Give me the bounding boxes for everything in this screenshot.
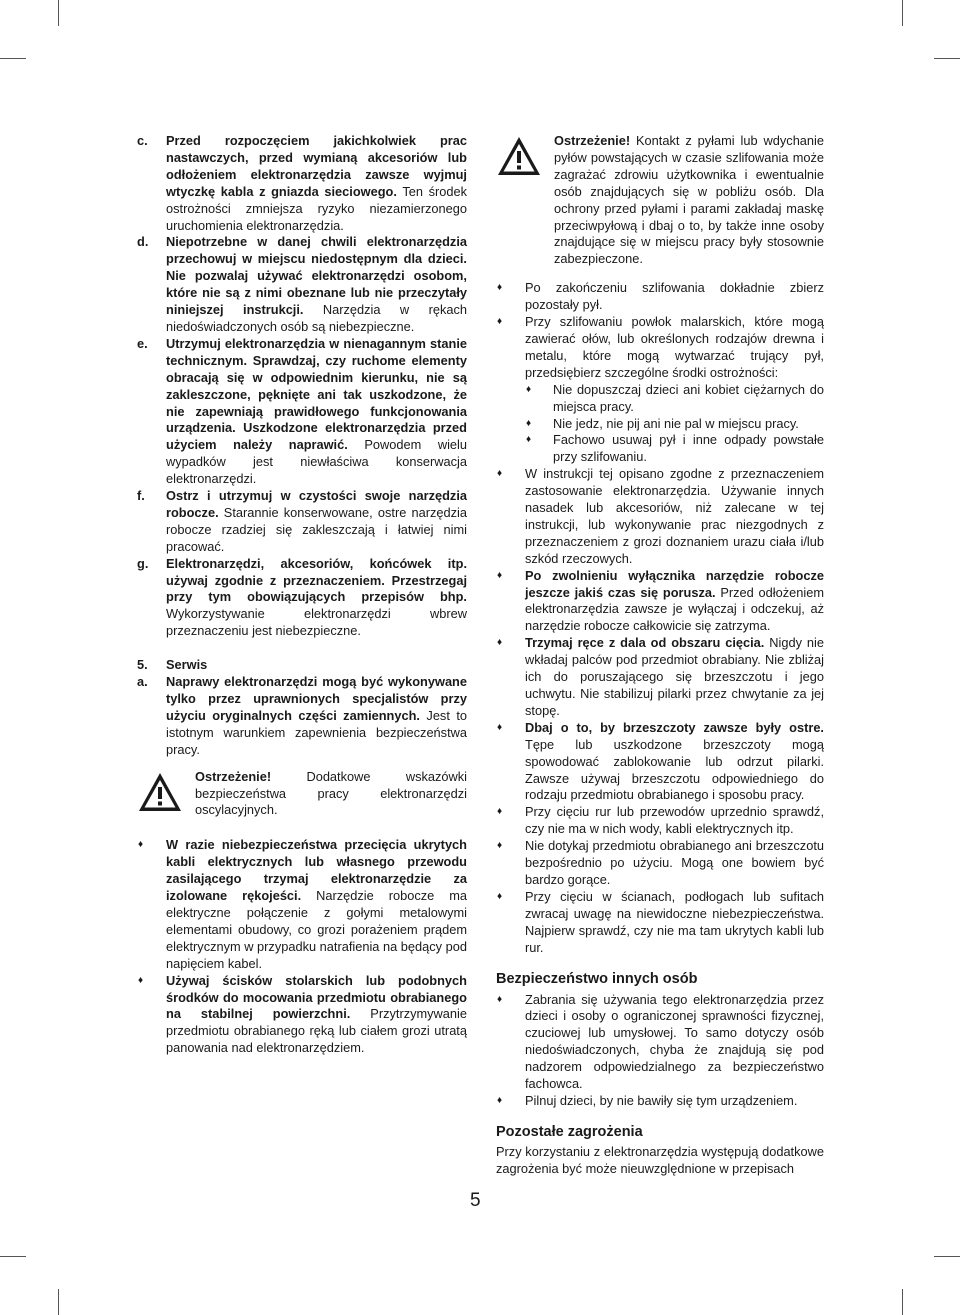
diamond-bullet-icon: ♦ <box>497 993 503 1005</box>
paragraph: Przy korzystaniu z elektronarzędzia występują dodatkowe zagrożenia być może nieuwzględnione w przepisach <box>496 1143 824 1176</box>
section-heading-serwis <box>137 657 467 674</box>
right-column <box>496 133 824 1178</box>
item-text: Narzędzie robocze ma elektryczne połączenie z gołymi metalowymi elementami obudowy, co grozi porażeniem prądem elektrycznym w przypadku natrafienia na będący pod napięciem kabel. <box>166 888 467 971</box>
bullet-item <box>496 804 824 838</box>
bullet-item <box>496 635 824 720</box>
diamond-bullet-icon: ♦ <box>497 806 503 818</box>
sub-bullet-item <box>525 432 824 466</box>
warning-label: Ostrzeżenie! <box>195 768 272 784</box>
diamond-bullet-icon: ♦ <box>497 890 503 902</box>
crop-mark <box>902 0 903 26</box>
bullet-item <box>496 720 824 805</box>
item-bold-text: Przed rozpoczęciem jakichkolwiek prac nastawczych, przed wymianą akcesoriów lub odłożeniem elektronarzędzia zawsze wyjmuj wtyczkę kabla z gniazda sieciowego. <box>166 133 467 199</box>
item-bold-text: Utrzymuj elektronarzędzia w nienagannym stanie technicznym. Sprawdzaj, czy ruchome elementy obracają się w odpowiednim kierunku, nie są zakleszczone, pęknięte ani tak uszkodzone, że nie zapewniają prawidłowego funkcjonowania urządzenia. Uszkodzone elektronarzędzia przed użyciem należy naprawić. <box>166 335 467 453</box>
crop-mark <box>58 0 59 26</box>
item-marker: 5. <box>137 657 148 673</box>
bullet-item <box>496 568 824 636</box>
item-text: W instrukcji tej opisano zgodne z przeznaczeniem zastosowanie elektronarzędzia. Używanie innych nasadek lub akcesoriów, niż zalecane w tej instrukcji, lub wykonywanie prac niezgodnych z przeznaczeniem z grozi doznaniem urazu ciała i/lub szkód rzeczowych. <box>525 466 824 566</box>
section-title: Serwis <box>166 657 208 673</box>
item-text: Nie dotykaj przedmiotu obrabianego ani brzeszczotu bezpośrednio po użyciu. Mogą one bowiem być bardzo gorące. <box>525 838 824 887</box>
page-number: 5 <box>470 1190 481 1211</box>
diamond-bullet-icon: ♦ <box>497 721 503 733</box>
list-item-g <box>137 556 467 641</box>
bullet-item <box>496 1093 824 1110</box>
item-marker: f. <box>137 488 145 504</box>
warning-block <box>137 769 467 820</box>
crop-mark <box>902 1289 903 1315</box>
bullet-item <box>496 992 824 1093</box>
crop-mark <box>934 58 960 59</box>
item-text: Powodem wielu wypadków jest niewłaściwa konserwacja elektronarzędzi. <box>166 437 467 487</box>
diamond-bullet-icon: ♦ <box>497 569 503 581</box>
item-marker: g. <box>137 555 149 571</box>
item-bold-text: Elektronarzędzi, akcesoriów, końcówek itp. używaj zgodnie z przeznaczeniem. Przestrzegaj przy tym obowiązujących przepisów bhp. <box>166 555 467 605</box>
item-bold-text: Używaj ścisków stolarskich lub podobnych środków do mocowania przedmiotu obrabianego na stabilnej powierzchni. <box>166 972 467 1022</box>
item-text: Przy cięciu rur lub przewodów uprzednio sprawdź, czy nie ma w nich wody, kabli elektrycznych itp. <box>525 804 824 837</box>
warning-triangle-icon <box>496 135 542 177</box>
item-text: Przytrzymywanie przedmiotu obrabianego ręką lub ciałem grozi utratą panowania nad elektronarzędziem. <box>166 1006 467 1056</box>
diamond-bullet-icon: ♦ <box>497 1094 503 1106</box>
item-text: Narzędzia w rękach niedoświadczonych osób są niebezpieczne. <box>166 302 468 334</box>
bullet-item <box>496 280 824 314</box>
bullet-item <box>496 466 824 567</box>
item-text: Przy szlifowaniu powłok malarskich, które mogą zawierać ołów, lub określonych rodzajów drewna i metalu, które mogą wytwarzać trujący pył, przedsiębierz szczególne środki ostrożności: <box>525 314 824 380</box>
bullet-item <box>137 837 467 972</box>
item-bold-text: Po zwolnieniu wyłącznika narzędzie robocze jeszcze jakiś czas się porusza. <box>525 567 824 600</box>
item-bold-text: Dbaj o to, by brzeszczoty zawsze były ostre. <box>525 719 824 735</box>
list-item-d <box>137 234 467 335</box>
bullet-item <box>496 314 824 466</box>
diamond-bullet-icon: ♦ <box>526 417 532 429</box>
warning-triangle-icon <box>137 771 183 813</box>
diamond-bullet-icon: ♦ <box>526 434 532 446</box>
crop-mark <box>58 1289 59 1315</box>
diamond-bullet-icon: ♦ <box>138 839 144 851</box>
item-bold-text: Niepotrzebne w danej chwili elektronarzędzia przechowuj w miejscu niedostępnym dla dzieci. Nie pozwalaj używać elektronarzędzi osobom, które nie są z nimi obeznane lub nie przeczytały niniejszej instrukcji. <box>166 234 467 318</box>
list-item-e <box>137 336 467 488</box>
diamond-bullet-icon: ♦ <box>497 840 503 852</box>
item-bold-text: Ostrz i utrzymuj w czystości swoje narzędzia robocze. <box>166 488 467 520</box>
item-text: Wykorzystywanie elektronarzędzi wbrew przeznaczeniu jest niebezpieczne. <box>166 606 467 639</box>
section-heading: Pozostałe zagrożenia <box>496 1123 643 1140</box>
item-text: Jest to istotnym warunkiem zapewnienia bezpieczeństwa pracy. <box>166 707 467 757</box>
diamond-bullet-icon: ♦ <box>526 383 532 395</box>
item-text: Nigdy nie wkładaj palców pod przedmiot obrabiany. Nie zbliżaj ich do poruszającego się brzeszczotu i jego uchwytu. Nie stabilizuj pilarki przez chwytanie za jej stopę. <box>525 635 824 718</box>
item-text: Fachowo usuwaj pył i inne odpady powstałe przy szlifowaniu. <box>553 432 824 465</box>
item-marker: d. <box>137 234 149 250</box>
diamond-bullet-icon: ♦ <box>497 637 503 649</box>
diamond-bullet-icon: ♦ <box>497 282 503 294</box>
bullet-item <box>496 838 824 889</box>
bullet-item <box>137 973 467 1058</box>
warning-block <box>496 133 824 268</box>
left-column <box>137 133 467 1057</box>
item-bold-text: Trzymaj ręce z dala od obszaru cięcia. <box>525 635 765 651</box>
item-marker: a. <box>137 674 148 690</box>
sub-bullet-item <box>525 382 824 416</box>
item-text: Przed odłożeniem elektronarzędzia zawsze je wyłączaj i odczekuj, aż narzędzie robocze całkowicie się zatrzyma. <box>525 584 824 634</box>
item-text: Nie jedz, nie pij ani nie pal w miejscu pracy. <box>553 415 799 431</box>
list-item-a <box>137 674 467 759</box>
item-bold-text: W razie niebezpieczeństwa przecięcia ukrytych kabli elektrycznych lub własnego przewodu zasilającego trzymaj elektronarzędzie za izolowane rękojeści. <box>166 837 467 904</box>
item-marker: e. <box>137 335 148 351</box>
warning-text: Dodatkowe wskazówki bezpieczeństwa pracy elektronarzędzi oscylacyjnych. <box>195 768 467 818</box>
item-text: Przy cięciu w ścianach, podłogach lub sufitach zwracaj uwagę na niewidoczne niebezpieczeństwa. Najpierw sprawdź, czy nie ma tam ukrytych kabli lub rur. <box>525 888 824 955</box>
list-item-c <box>137 133 467 234</box>
crop-mark <box>0 58 26 59</box>
item-text: Starannie konserwowane, ostre narzędzia robocze rzadziej się zakleszczają i łatwiej nimi pracować. <box>166 504 467 554</box>
item-marker: c. <box>137 133 148 148</box>
diamond-bullet-icon: ♦ <box>497 316 503 328</box>
diamond-bullet-icon: ♦ <box>497 468 503 480</box>
bullet-item <box>496 889 824 957</box>
item-text: Po zakończeniu szlifowania dokładnie zbierz pozostały pył. <box>525 280 824 313</box>
section-heading: Bezpieczeństwo innych osób <box>496 970 698 987</box>
crop-mark <box>0 1256 26 1257</box>
item-text: Tępe lub uszkodzone brzeszczoty mogą spowodować zablokowanie lub odrzut pilarki. Zawsze używaj brzeszczotu odpowiedniego do rodzaju przedmiotu obrabianego i sposobu pracy. <box>525 736 824 803</box>
warning-text: Kontakt z pyłami lub wdychanie pyłów powstających w czasie szlifowania może zagrażać zdrowiu użytkownika i ewentualnie osób znajdujących się w pobliżu osób. Dla ochrony przed pyłami i parami zakładaj maskę przeciwpyłową i dbaj o to, by także inne osoby znajdujące się w miejscu pracy były stosownie zabezpieczone. <box>554 133 824 267</box>
diamond-bullet-icon: ♦ <box>138 974 144 986</box>
sub-bullet-item <box>525 416 824 433</box>
item-bold-text: Naprawy elektronarzędzi mogą być wykonywane tylko przez uprawnionych specjalistów przy użyciu oryginalnych części zamiennych. <box>166 674 467 723</box>
crop-mark <box>934 1256 960 1257</box>
item-text: Ten środek ostrożności zmniejsza ryzyko niezamierzonego uruchomienia elektronarzędzia. <box>166 183 467 233</box>
item-text: Nie dopuszczaj dzieci ani kobiet ciężarnych do miejsca pracy. <box>553 381 824 414</box>
list-item-f <box>137 488 467 556</box>
item-text: Pilnuj dzieci, by nie bawiły się tym urządzeniem. <box>525 1092 798 1108</box>
warning-label: Ostrzeżenie! <box>554 133 631 148</box>
item-text: Zabrania się używania tego elektronarzędzia przez dzieci i osoby o ograniczonej sprawności fizycznej, czuciowej lub umysłowej. To samo dotyczy osób niedoświadczonych, chyba że znajdują się pod nadzorem odpowiedzialnego za bezpieczeństwo fachowca. <box>525 991 824 1092</box>
